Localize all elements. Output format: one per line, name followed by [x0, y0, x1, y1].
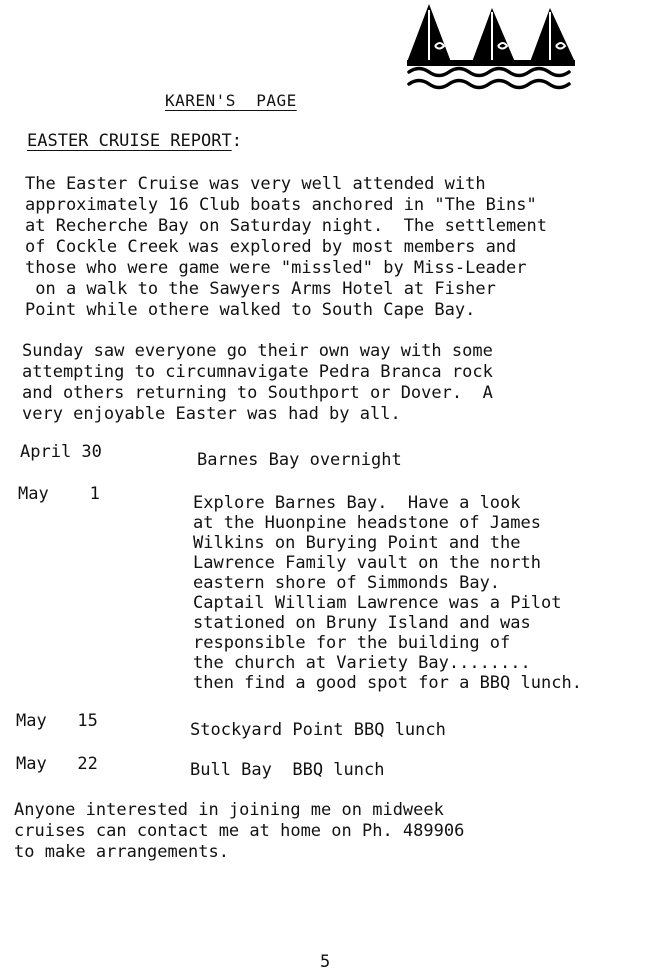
schedule-date: May 15 [16, 711, 98, 731]
schedule-text: Stockyard Point BBQ lunch [190, 720, 446, 740]
schedule-date: April 30 [20, 442, 102, 462]
footer-note: Anyone interested in joining me on midweek cruises can contact me at home on Ph. 489906 to make arrangements. [14, 800, 465, 862]
schedule-text: Explore Barnes Bay. Have a look at the Huonpine headstone of James Wilkins on Burying Point and the Lawrence Family vault on the north eastern shore of Simmonds Bay. Captail William Lawrence was a Pilot stationed on Bruny Island and was responsible for the building of the church at Variety Bay........ then find a good spot for a BBQ lunch. [193, 493, 582, 693]
sailboats-logo-icon [405, 2, 585, 92]
schedule-text: Barnes Bay overnight [197, 450, 402, 470]
section-heading [27, 131, 242, 151]
schedule-date: May 22 [16, 754, 98, 774]
section-heading-text: EASTER CRUISE REPORT [27, 131, 232, 151]
report-paragraph-2: Sunday saw everyone go their own way with some attempting to circumnavigate Pedra Branca rock and others returning to Southport or Dover. A very enjoyable Easter was had by all. [22, 341, 493, 424]
report-paragraph-1: The Easter Cruise was very well attended with approximately 16 Club boats anchored in "The Bins" at Recherche Bay on Saturday night. The settlement of Cockle Creek was explored by most members and those who were game were "missled" by Miss-Leader on a walk to the Sawyers Arms Hotel at Fisher Point while othere walked to South Cape Bay. [25, 174, 547, 320]
page-number: 5 [320, 952, 331, 972]
page-title: KAREN'S PAGE [165, 91, 297, 110]
section-heading-colon: : [231, 131, 242, 151]
schedule-date: May 1 [18, 484, 100, 504]
schedule-text: Bull Bay BBQ lunch [190, 760, 385, 780]
